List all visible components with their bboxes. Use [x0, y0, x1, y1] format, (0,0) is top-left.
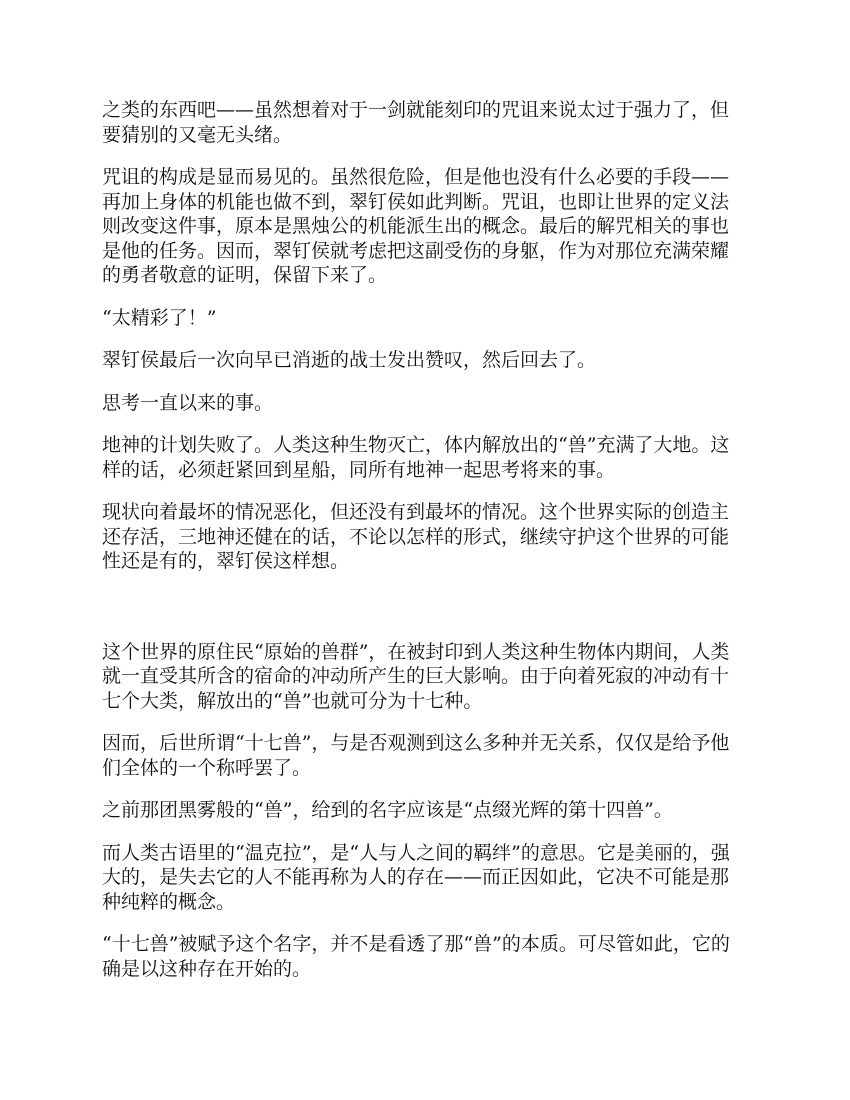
paragraph: 翠钉侯最后一次向早已消逝的战士发出赞叹，然后回去了。 — [102, 349, 597, 371]
paragraph: 这个世界的原住民“原始的兽群”，在被封印到人类这种生物体内期间，人类就一直受其所含的宿命的冲动所产生的巨大影响。由于向着死寂的冲动有十七个大类，解放出的“兽”也就可分为十七种。 — [102, 640, 730, 712]
paragraph: 因而，后世所谓“十七兽”，与是否观测到这么多种并无关系，仅仅是给予他们全体的一个称呼罢了。 — [102, 732, 730, 779]
paragraph: 现状向着最坏的情况恶化，但还没有到最坏的情况。这个世界实际的创造主还存活，三地神还健在的话，不论以怎样的形式，继续守护这个世界的可能性还是有的，翠钉侯这样想。 — [102, 501, 730, 572]
paragraph: “十七兽”被赋予这个名字，并不是看透了那“兽”的本质。可尽管如此，它的确是以这种存在开始的。 — [102, 933, 730, 980]
paragraph: 而人类古语里的“温克拉”，是“人与人之间的羁绊”的意思。它是美丽的，强大的，是失去它的人不能再称为人的存在——而正因如此，它决不可能是那种纯粹的概念。 — [102, 841, 730, 913]
paragraph: 咒诅的构成是显而易见的。虽然很危险，但是他也没有什么必要的手段——再加上身体的机能也做不到，翠钉侯如此判断。咒诅，也即让世界的定义法则改变这件事，原本是黑烛公的机能派生出的概念。最后的解咒相关的事也是他的任务。因而，翠钉侯就考虑把这副受伤的身躯，作为对那位充满荣耀的勇者敬意的证明，保留下来了。 — [102, 166, 730, 286]
paragraph: “太精彩了！” — [102, 306, 217, 329]
paragraph: 地神的计划失败了。人类这种生物灭亡，体内解放出的“兽”充满了大地。这样的话，必须赶紧回到星船，同所有地神一起思考将来的事。 — [102, 434, 730, 481]
section-break — [102, 592, 747, 640]
document-body — [102, 98, 747, 999]
paragraph: 之前那团黑雾般的“兽”，给到的名字应该是“点缀光辉的第十四兽”。 — [102, 799, 673, 821]
paragraph: 之类的东西吧——虽然想着对于一剑就能刻印的咒诅来说太过于强力了，但要猜别的又毫无头绪。 — [102, 99, 730, 146]
paragraph: 思考一直以来的事。 — [102, 391, 274, 414]
